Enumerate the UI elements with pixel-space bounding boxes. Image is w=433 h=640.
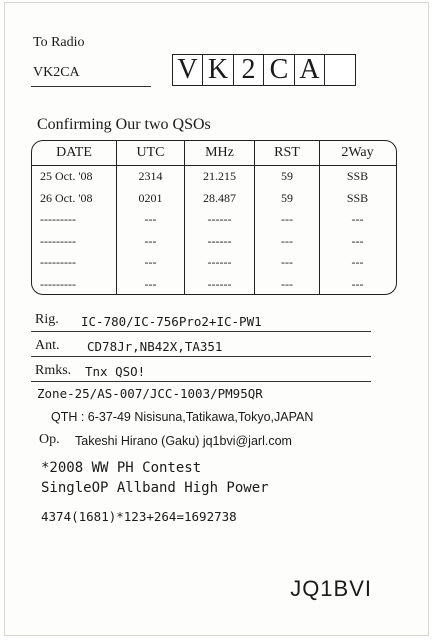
cell-rst: 59 [255,188,320,210]
header-rst: RST [255,141,320,165]
callsign-boxes [173,54,356,86]
table-row [32,188,396,210]
cell-mhz: 21.215 [185,166,255,188]
cell-rst: 59 [255,166,320,188]
confirm-title: Confirming Our two QSOs [37,116,211,133]
header-date: DATE [32,141,117,165]
op-value: Takeshi Hirano (Gaku) jq1bvi@jarl.com [75,434,292,448]
cell-2way: SSB [346,190,369,205]
cell-utc: 2314 [117,166,185,188]
qso-table-body [32,166,396,295]
callsign-box-2: K [202,54,234,86]
rmks-underline [31,381,371,382]
to-callsign: VK2CA [33,65,80,80]
header-2way: 2Way [341,145,374,160]
qso-table-header [32,141,396,166]
cell-2way: --- [351,255,364,270]
cell-rst: --- [255,274,320,296]
ant-underline [31,356,371,357]
callsign-box-4: C [263,54,295,86]
qso-table [31,140,397,295]
cell-rst: --- [255,209,320,231]
cell-date: --------- [32,252,117,274]
contest-category: SingleOP Allband High Power [41,480,269,496]
contest-title: *2008 WW PH Contest [41,460,202,476]
rmks-value: Tnx QSO! [85,364,146,379]
cell-utc: --- [117,231,185,253]
cell-date: --------- [32,209,117,231]
cell-utc: --- [117,209,185,231]
table-row [32,274,396,296]
table-row [32,166,396,188]
cell-date: --------- [32,274,117,296]
cell-date: --------- [32,231,117,253]
zone-info: Zone-25/AS-007/JCC-1003/PM95QR [37,386,263,401]
op-label: Op. [39,432,60,447]
cell-date: 25 Oct. '08 [32,166,117,188]
callsign-box-6 [324,54,356,86]
cell-2way: --- [351,212,364,227]
cell-mhz: ------ [185,209,255,231]
sender-callsign: JQ1BVI [290,576,372,601]
ant-label: Ant. [35,338,60,353]
cell-mhz: ------ [185,231,255,253]
cell-utc: 0201 [117,188,185,210]
callsign-box-3: 2 [233,54,265,86]
header-mhz: MHz [185,141,255,165]
table-row [32,231,396,253]
cell-rst: --- [255,252,320,274]
qth-info: QTH : 6-37-49 Nisisuna,Tatikawa,Tokyo,JAPAN [51,410,314,424]
callsign-box-5: A [294,54,326,86]
table-row [32,209,396,231]
header-utc: UTC [117,141,185,165]
cell-mhz: 28.487 [185,188,255,210]
rig-label: Rig. [35,312,59,327]
cell-date: 26 Oct. '08 [32,188,117,210]
cell-rst: --- [255,231,320,253]
cell-2way: --- [351,233,364,248]
cell-2way: --- [351,276,364,291]
ant-value: CD78Jr,NB42X,TA351 [87,339,223,354]
cell-mhz: ------ [185,274,255,296]
cell-utc: --- [117,274,185,296]
rig-value: IC-780/IC-756Pro2+IC-PW1 [81,314,262,329]
cell-utc: --- [117,252,185,274]
rig-underline [31,331,371,332]
callsign-box-1: V [172,54,204,86]
to-radio-label: To Radio [33,35,85,50]
rmks-label: Rmks. [35,363,72,378]
table-row [32,252,396,274]
to-callsign-underline [31,86,151,87]
cell-mhz: ------ [185,252,255,274]
contest-score: 4374(1681)*123+264=1692738 [41,509,237,524]
qsl-card [4,2,429,636]
cell-2way: SSB [346,169,369,184]
